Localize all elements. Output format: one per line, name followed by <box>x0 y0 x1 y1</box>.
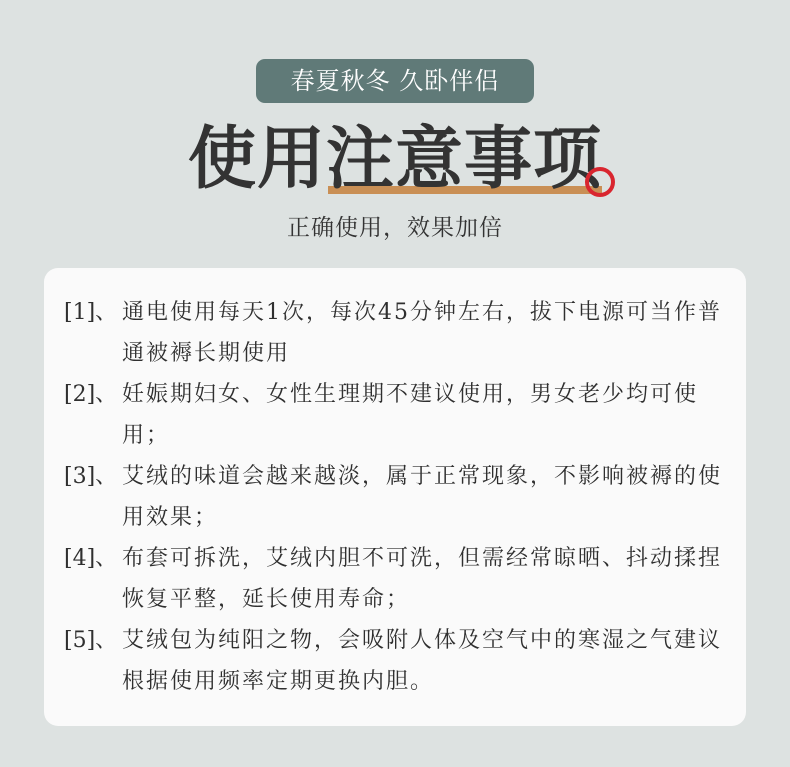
note-item <box>64 292 726 374</box>
note-number: [5]、 <box>64 628 118 653</box>
title-emphasis: 注意事项 <box>326 112 602 208</box>
note-text: 通电使用每天1次，每次45分钟左右，拔下电源可当作普通被褥长期使用 <box>122 300 722 366</box>
note-item <box>64 620 726 702</box>
note-text: 艾绒的味道会越来越淡，属于正常现象，不影响被褥的使用效果； <box>122 464 723 530</box>
note-number: [3]、 <box>64 464 118 489</box>
notes-card <box>44 268 746 726</box>
note-text: 布套可拆洗，艾绒内胆不可洗，但需经常晾晒、抖动揉捏恢复平整，延长使用寿命； <box>122 546 723 612</box>
accent-circle-icon <box>585 167 615 197</box>
note-item <box>64 374 726 456</box>
title-plain: 使用 <box>187 120 326 199</box>
note-number: [1]、 <box>64 300 118 325</box>
note-text: 妊娠期妇女、女性生理期不建议使用，男女老少均可使用； <box>122 382 699 448</box>
header-badge: 春夏秋冬 久卧伴侣 <box>256 59 534 103</box>
note-text: 艾绒包为纯阳之物，会吸附人体及空气中的寒湿之气建议根据使用频率定期更换内胆。 <box>122 628 723 694</box>
note-number: [2]、 <box>64 382 118 407</box>
note-number: [4]、 <box>64 546 118 571</box>
page-title <box>0 112 790 208</box>
note-item <box>64 456 726 538</box>
notes-list <box>64 292 726 702</box>
note-item <box>64 538 726 620</box>
page-subtitle: 正确使用，效果加倍 <box>287 215 503 241</box>
